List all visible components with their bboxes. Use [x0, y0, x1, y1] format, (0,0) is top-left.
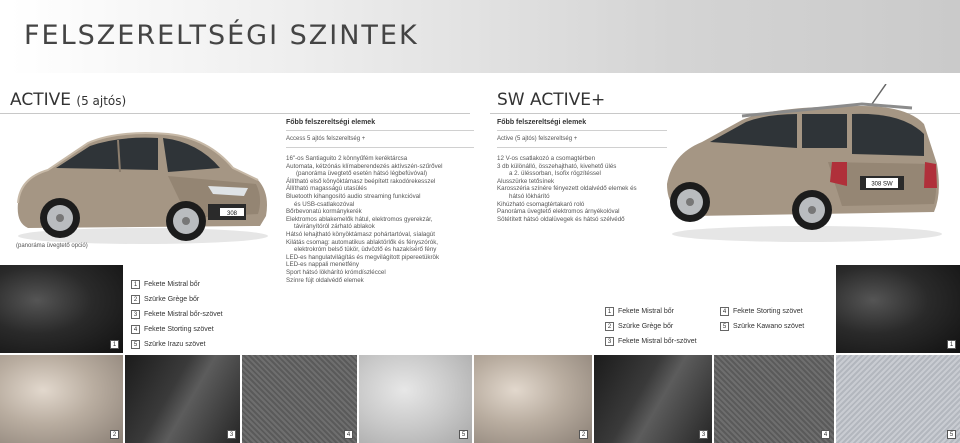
list-item: hátsó lökhárító: [509, 192, 550, 200]
list-item: LED-es hangulatvilágítás és megvilágított pipereetükrök: [286, 253, 440, 261]
list-item: Elektromos ablakemelők hátul, elektromos gyerekzár,: [286, 215, 433, 223]
list-item: 12 V-os csatlakozó a csomagtérben: [497, 155, 596, 162]
list-item: távirányítóról zárható ablakok: [294, 223, 375, 231]
sw-upholstery-tile-5: [836, 355, 960, 443]
list-item: [131, 307, 223, 322]
tile-number: 5: [947, 430, 956, 439]
active-upholstery-tile-4: [242, 355, 357, 443]
tile-number: 3: [699, 430, 708, 439]
list-item: Sötétített hátsó oldalüvegek és hátsó szélvédő: [497, 215, 625, 223]
list-item: [605, 319, 697, 334]
list-item: Bőrbevonatú kormánykerék: [286, 208, 362, 216]
active-upholstery-tile-5: [359, 355, 472, 443]
sw-upholstery-tile-4: [714, 355, 834, 443]
sw-upholstery-tile-2: [474, 355, 592, 443]
list-item: Kilátás csomag: automatikus ablaktörlők és fényszórók,: [286, 238, 439, 246]
list-item: [131, 322, 223, 337]
list-item: [131, 292, 223, 307]
swatch-label: Fekete Mistral bőr-szövet: [618, 338, 697, 345]
swatch-label: Fekete Mistral bőr: [144, 281, 201, 288]
swatch-number: 5: [131, 340, 140, 349]
active-upholstery-list: [131, 277, 223, 352]
list-item: Automata, kétzónás klímaberendezés aktívszén-szűrővel: [286, 162, 443, 170]
tile-number: 1: [110, 340, 119, 349]
list-item: Színre fújt oldalvédő elemek: [286, 276, 364, 284]
active-panorama-note: (panoráma üvegtető opció): [16, 243, 88, 249]
swatch-number: 3: [131, 310, 140, 319]
active-features-heading: Főbb felszereltségi elemek: [286, 119, 376, 126]
swatch-number: 5: [720, 322, 729, 331]
list-item: (panoráma üvegtető esetén hátsó légbefúvóval): [296, 170, 428, 178]
sw-upholstery-tile-1: [836, 265, 960, 353]
swatch-number: 4: [720, 307, 729, 316]
list-item: Sport hátsó lökhárító krómdíszléccel: [286, 268, 386, 276]
list-item: Hátsó lehajtható könyöktámasz pohártartóval, síalagút: [286, 230, 435, 238]
tile-number: 4: [821, 430, 830, 439]
sw-plate: 308 SW: [871, 181, 893, 188]
list-item: Kihúzható csomagtértakaró roló: [497, 200, 585, 208]
swatch-label: Fekete Storting szövet: [733, 308, 803, 315]
sw-features-list: [497, 155, 637, 223]
active-title: ACTIVE: [10, 90, 71, 110]
swatch-number: 1: [605, 307, 614, 316]
swatch-label: Szürke Grège bőr: [144, 296, 200, 303]
swatch-number: 3: [605, 337, 614, 346]
sw-model-title: [497, 90, 605, 110]
sw-features-subheading: Active (5 ajtós) felszereltség +: [497, 136, 578, 142]
active-plate: 308: [226, 211, 238, 217]
list-item: Karosszéria színére fényezett oldalvédő elemek és: [497, 185, 637, 193]
tile-number: 4: [344, 430, 353, 439]
list-item: 16"-os Santiaguito 2 könnyűfém keréktárcsa: [286, 155, 408, 162]
active-upholstery-tile-1: [0, 265, 123, 353]
list-item: Állítható első könyöktámasz beépített rakodórekesszel: [286, 177, 436, 185]
list-item: a 2. üléssorban, Isofix rögzítéssel: [509, 170, 601, 178]
active-features-subheading: Access 5 ajtós felszereltség +: [286, 136, 366, 142]
active-upholstery-tile-2: [0, 355, 123, 443]
list-item: [720, 304, 804, 319]
sw-title: SW ACTIVE+: [497, 90, 606, 110]
tile-number: 2: [110, 430, 119, 439]
list-item: [605, 334, 697, 349]
swatch-label: Szürke Kawano szövet: [733, 323, 805, 330]
active-rule: [0, 113, 470, 114]
tile-number: 1: [947, 340, 956, 349]
active-upholstery-tile-3: [125, 355, 240, 443]
swatch-number: 2: [605, 322, 614, 331]
list-item: és USB-csatlakozóval: [294, 200, 355, 208]
list-item: [720, 319, 804, 334]
active-car-image: [8, 118, 270, 248]
list-item: Alusszürke tetősínek: [497, 177, 555, 185]
list-item: 3 db különálló, összehajtható, kivehető ülés: [497, 162, 617, 170]
banner: [10, 0, 960, 73]
active-col-rule-2: [286, 147, 474, 148]
tile-number: 3: [227, 430, 236, 439]
list-item: [605, 304, 697, 319]
swatch-number: 2: [131, 295, 140, 304]
list-item: [131, 337, 223, 352]
list-item: LED-es nappali menetfény: [286, 261, 359, 269]
list-item: Állítható magasságú utasülés: [286, 185, 367, 193]
swatch-label: Szürke Grège bőr: [618, 323, 674, 330]
swatch-number: 1: [131, 280, 140, 289]
active-model-title: [10, 90, 126, 110]
sw-upholstery-list-right: [720, 304, 804, 334]
sw-upholstery-tile-3: [594, 355, 712, 443]
swatch-label: Szürke Irazu szövet: [144, 341, 206, 348]
list-item: Panoráma üvegtető elektromos árnyékolóval: [497, 208, 620, 216]
swatch-label: Fekete Storting szövet: [144, 326, 214, 333]
tile-number: 2: [579, 430, 588, 439]
sw-col-rule-1: [497, 130, 667, 131]
sw-col-rule-2: [497, 147, 667, 148]
swatch-number: 4: [131, 325, 140, 334]
list-item: elektrokróm belső tükör, üdvözlő és hazakísérő fény: [294, 246, 437, 254]
sw-upholstery-list-left: [605, 304, 697, 349]
swatch-label: Fekete Mistral bőr-szövet: [144, 311, 223, 318]
active-features-list: [286, 155, 442, 284]
list-item: Bluetooth kihangosító audio streaming funkcióval: [286, 192, 421, 200]
sw-features-heading: Főbb felszereltségi elemek: [497, 119, 587, 126]
active-col-rule-1: [286, 130, 474, 131]
sw-car-image: [662, 84, 947, 244]
active-subtitle: (5 ajtós): [76, 94, 127, 108]
list-item: [131, 277, 223, 292]
swatch-label: Fekete Mistral bőr: [618, 308, 675, 315]
tile-number: 5: [459, 430, 468, 439]
page-title: FELSZERELTSÉGI SZINTEK: [24, 20, 419, 51]
